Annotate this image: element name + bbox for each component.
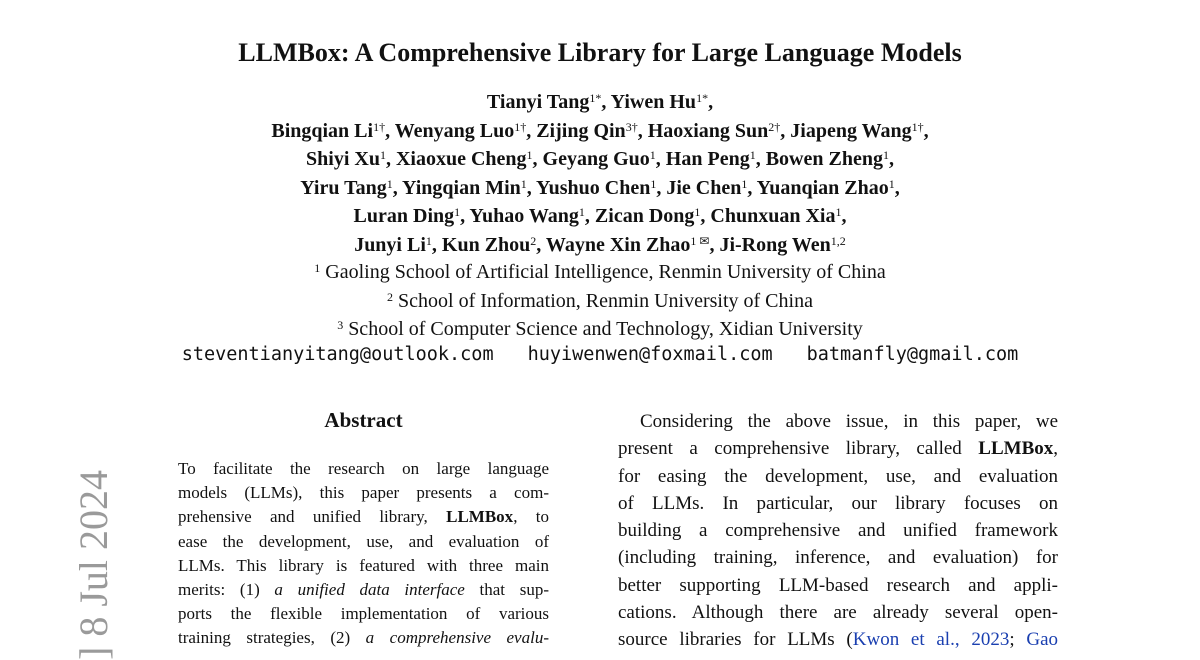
author-name: Yiru Tang <box>300 176 387 199</box>
text-run: merits: (1) <box>178 580 275 600</box>
abstract-heading: Abstract <box>324 408 403 432</box>
author-marker: 1 <box>526 148 533 162</box>
author-marker: 1 ✉ <box>690 233 710 248</box>
abstract-line <box>178 578 549 602</box>
author-marker: 1 <box>749 148 756 162</box>
author-separator: , <box>655 148 666 170</box>
body-line <box>618 435 1058 462</box>
intro-paragraph <box>618 408 1058 654</box>
author-separator: , <box>709 233 720 256</box>
text-run: To facilitate the research on large language <box>178 459 549 478</box>
text-run: better supporting LLM-based research and appli- <box>618 574 1058 596</box>
author-separator: , <box>431 233 442 256</box>
author-name: Wayne Xin Zhao <box>545 233 691 256</box>
abstract-line <box>178 457 549 481</box>
author-name: Xiaoxue Cheng <box>395 148 527 170</box>
author-name: Jiapeng Wang <box>790 119 912 142</box>
text-run: ports the flexible implementation of various <box>178 604 549 624</box>
author-separator: , <box>392 176 403 199</box>
affiliation-marker: 2 <box>387 289 394 304</box>
author-marker: 1 <box>741 176 748 191</box>
author-name: Tianyi Tang <box>486 91 590 113</box>
body-line <box>618 463 1058 490</box>
body-line <box>618 490 1058 517</box>
author-separator: , <box>923 119 929 142</box>
author-name: Yingqian Min <box>402 176 521 199</box>
author-name: Luran Ding <box>353 205 455 227</box>
author-separator: , <box>780 119 791 142</box>
author-marker: 1* <box>696 91 709 105</box>
author-name: Shiyi Xu <box>306 148 380 170</box>
author-separator: , <box>526 119 537 142</box>
author-marker: 1 <box>386 176 393 191</box>
author-separator: , <box>747 176 757 199</box>
email-address: steventianyitang@outlook.com <box>181 344 494 365</box>
author-separator: , <box>656 176 667 199</box>
author-line <box>0 145 1200 174</box>
author-marker: 1 <box>578 205 585 219</box>
author-separator: , <box>601 91 611 113</box>
bold-term: LLMBox <box>978 438 1054 460</box>
text-run: present a comprehensive library, called <box>618 438 979 460</box>
author-marker: 1 <box>694 205 701 219</box>
author-marker: 1 <box>649 148 656 162</box>
author-separator: , <box>532 148 543 170</box>
text-run: of LLMs. In particular, our library focuses on <box>618 492 1058 514</box>
author-name: Bingqian Li <box>271 119 374 142</box>
author-marker: 1 <box>425 233 432 248</box>
author-name: Ji-Rong Wen <box>719 233 831 256</box>
affiliation-line <box>0 258 1200 287</box>
text-run: cations. Although there are already several open- <box>618 602 1058 624</box>
text-run: ease the development, use, and evaluation of <box>178 531 549 551</box>
author-separator: , <box>888 148 894 170</box>
author-marker: 1* <box>589 91 602 105</box>
author-marker: 2† <box>768 119 781 134</box>
author-line <box>0 174 1200 203</box>
author-line <box>0 88 1200 117</box>
affiliation-marker: 3 <box>337 318 344 332</box>
citation-link[interactable]: Kwon et al., 2023 <box>852 629 1010 651</box>
author-separator: , <box>385 119 395 142</box>
author-name: Jie Chen <box>666 176 742 199</box>
author-name: Han Peng <box>665 148 750 170</box>
author-marker: 1,2 <box>830 233 846 248</box>
author-marker: 1† <box>373 119 386 134</box>
affiliation-list <box>0 258 1200 344</box>
paper-title: LLMBox: A Comprehensive Library for Large Language Models <box>238 38 962 67</box>
abstract-line <box>178 602 549 626</box>
text-run: prehensive and unified library, <box>178 507 447 527</box>
author-marker: 3† <box>625 119 638 134</box>
text-run: LLMs. This library is featured with three main <box>178 555 549 575</box>
author-separator: , <box>536 233 546 256</box>
text-run: building a comprehensive and unified framework <box>618 520 1058 542</box>
email-list <box>0 344 1200 365</box>
author-separator: , <box>584 205 595 227</box>
author-name: Yushuo Chen <box>536 176 651 199</box>
affiliation-text: Gaoling School of Artificial Intelligence, Renmin University of China <box>325 261 886 283</box>
author-name: Zijing Qin <box>536 119 626 142</box>
author-line <box>0 117 1200 146</box>
author-marker: 1 <box>650 176 657 191</box>
author-marker: 1 <box>454 205 461 219</box>
bold-term: LLMBox <box>446 507 514 527</box>
author-name: Wenyang Luo <box>394 119 515 142</box>
text-run: , to <box>513 507 549 527</box>
affiliation-marker: 1 <box>314 261 321 275</box>
author-separator: , <box>708 91 714 113</box>
email-address: batmanfly@gmail.com <box>806 344 1019 365</box>
author-separator: , <box>755 148 766 170</box>
author-separator: , <box>700 205 711 227</box>
author-name: Yuanqian Zhao <box>756 176 889 199</box>
text-run: for easing the development, use, and evaluation <box>618 465 1058 487</box>
author-separator: , <box>894 176 900 199</box>
abstract-body <box>178 457 549 651</box>
citation-link[interactable]: Gao <box>1026 629 1058 651</box>
author-separator: , <box>637 119 648 142</box>
italic-phrase: a comprehensive evalu- <box>365 628 549 648</box>
author-separator: , <box>841 205 847 227</box>
author-marker: 1 <box>520 176 527 191</box>
author-marker: 1 <box>835 205 842 219</box>
abstract-line <box>178 554 549 578</box>
author-name: Zican Dong <box>594 205 695 227</box>
body-line <box>618 408 1058 435</box>
body-line <box>618 599 1058 626</box>
text-run: (including training, inference, and evaluation) for <box>618 547 1058 569</box>
abstract-line <box>178 481 549 505</box>
author-name: Yuhao Wang <box>469 205 579 227</box>
author-separator: , <box>526 176 537 199</box>
affiliation-line <box>0 287 1200 316</box>
author-marker: 2 <box>530 233 537 248</box>
author-name: Junyi Li <box>354 233 426 256</box>
text-run: that sup- <box>464 580 549 600</box>
body-line <box>618 572 1058 599</box>
text-run: Considering the above issue, in this paper, we <box>640 411 1058 432</box>
text-run: models (LLMs), this paper presents a com- <box>178 483 549 503</box>
author-separator: , <box>460 205 470 227</box>
email-address: huyiwenwen@foxmail.com <box>527 344 773 365</box>
author-name: Bowen Zheng <box>765 148 883 170</box>
author-marker: 1† <box>911 119 924 134</box>
body-line <box>618 517 1058 544</box>
affiliation-line <box>0 315 1200 344</box>
abstract-line <box>178 530 549 554</box>
affiliation-text: School of Information, Renmin University of China <box>398 289 813 312</box>
text-run: source libraries for LLMs ( <box>618 629 853 651</box>
author-marker: 1 <box>379 148 386 162</box>
affiliation-text: School of Computer Science and Technology, Xidian University <box>348 318 863 340</box>
text-run: training strategies, (2) <box>178 628 366 648</box>
author-marker: 1† <box>514 119 527 134</box>
text-run: ; <box>1009 629 1027 651</box>
author-name: Chunxuan Xia <box>710 205 836 227</box>
author-name: Geyang Guo <box>542 148 650 170</box>
abstract-line <box>178 505 549 529</box>
author-marker: 1 <box>882 148 889 162</box>
body-line <box>618 544 1058 571</box>
author-list <box>0 88 1200 259</box>
author-line <box>0 231 1200 260</box>
text-run: , <box>1053 438 1058 460</box>
author-line <box>0 202 1200 231</box>
body-line <box>618 626 1058 653</box>
abstract-line <box>178 626 549 650</box>
italic-phrase: a unified data interface <box>274 580 465 600</box>
author-name: Haoxiang Sun <box>647 119 769 142</box>
author-separator: , <box>385 148 396 170</box>
arxiv-side-stamp: ] 8 Jul 2024 <box>71 470 116 660</box>
author-name: Yiwen Hu <box>610 91 697 113</box>
author-marker: 1 <box>888 176 895 191</box>
author-name: Kun Zhou <box>441 233 531 256</box>
